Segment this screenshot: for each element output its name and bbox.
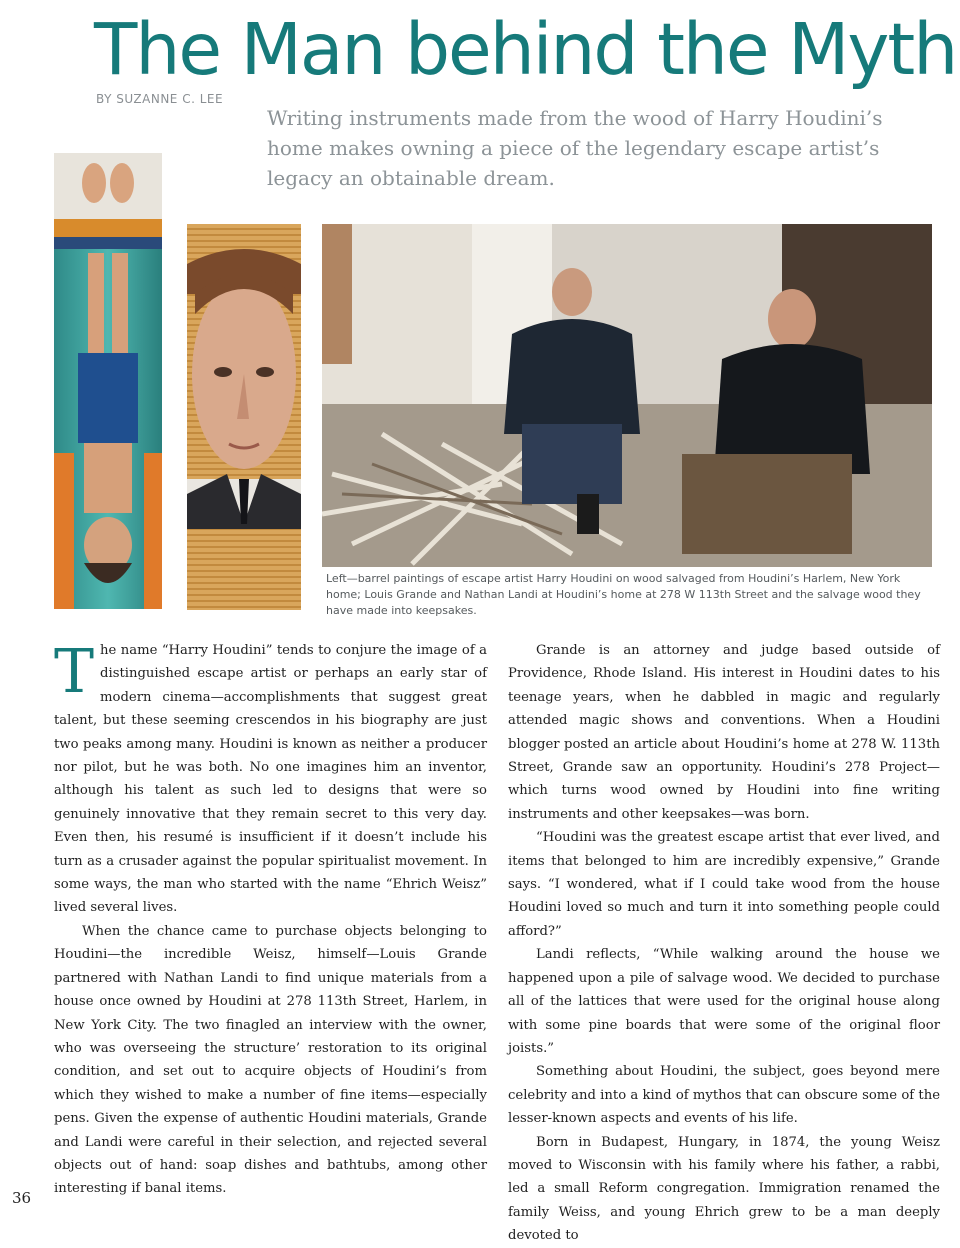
body-paragraph: Something about Houdini, the subject, goes beyond mere celebrity and into a kind of mythos that can obscure some of the lesser-known aspects and events of his life.: [508, 1064, 940, 1127]
body-column-right: [508, 639, 940, 1248]
drop-cap: T: [54, 637, 95, 707]
barrel-painting-figure-image: [54, 153, 162, 609]
page-number: 36: [12, 1189, 32, 1207]
body-paragraph: [54, 639, 487, 920]
barrel-painting-portrait-image: [187, 224, 301, 610]
body-column-left: [54, 639, 487, 1201]
byline: BY SUZANNE C. LEE: [96, 92, 224, 106]
photo-caption: Left—barrel paintings of escape artist Harry Houdini on wood salvaged from Houdini’s Harlem, New York home; Louis Grande and Nathan Landi at Houdini’s home at 278 W 113th Street and the salvage wood they have made into keepsakes.: [326, 572, 921, 617]
paragraph-text: he name “Harry Houdini” tends to conjure the image of a distinguished escape artist or perhaps an early star of modern cinema—accomplishments that suggest great talent, but these seeming crescendos in his biography are just two peaks among many. Houdini is known as neither a producer nor pilot, but he was both. No one imagines him an inventor, although his talent as such led to designs that were so genuinely innovative that they remain secret to this very day. Even then, his resumé is insufficient if it doesn’t include his turn as a crusader against the popular spiritualist movement. In some ways, the man who started with the name “Ehrich Weisz” lived several lives.: [54, 643, 487, 916]
body-paragraph: Born in Budapest, Hungary, in 1874, the young Weisz moved to Wisconsin with his family where his father, a rabbi, led a small Reform congregation. Immigration renamed the family Weiss, and young Ehrich grew to be a man deeply devoted to: [508, 1134, 940, 1244]
body-paragraph: Landi reflects, “While walking around the house we happened upon a pile of salvage wood. We decided to purchase all of the lattices that were used for the original house along with some pine boards that were some of the original floor joists.”: [508, 947, 940, 1056]
article-deck: Writing instruments made from the wood of Harry Houdini’s home makes owning a piece of the legendary escape artist’s legacy an obtainable dream.: [267, 106, 883, 190]
body-paragraph: “Houdini was the greatest escape artist that ever lived, and items that belonged to him are incredibly expensive,” Grande says. “I wondered, what if I could take wood from the house Houdini loved so much and turn it into something people could afford?”: [508, 830, 940, 939]
article-title: The Man behind the Myth: [94, 8, 957, 91]
body-paragraph: Grande is an attorney and judge based outside of Providence, Rhode Island. His interest in Houdini dates to his teenage years, when he dabbled in magic and regularly attended magic shows and conventions. When a Houdini blogger posted an article about Houdini’s home at 278 W. 113th Street, Grande saw an opportunity. Houdini’s 278 Project—which turns wood owned by Houdini into fine writing instruments and other keepsakes—was born.: [508, 643, 940, 822]
body-paragraph: When the chance came to purchase objects belonging to Houdini—the incredible Weisz, himself—Louis Grande partnered with Nathan Landi to find unique materials from a house once owned by Houdini at 278 113th Street, Harlem, in New York City. The two finagled an interview with the owner, who was overseeing the structure’ restoration to its original condition, and set out to acquire objects of Houdini’s from which they wished to make a number of fine items—especially pens. Given the expense of authentic Houdini materials, Grande and Landi were careful in their selection, and rejected several objects out of hand: soap dishes and bathtubs, among other interesting if banal items.: [54, 923, 487, 1197]
grande-landi-salvage-photo: [322, 224, 932, 567]
